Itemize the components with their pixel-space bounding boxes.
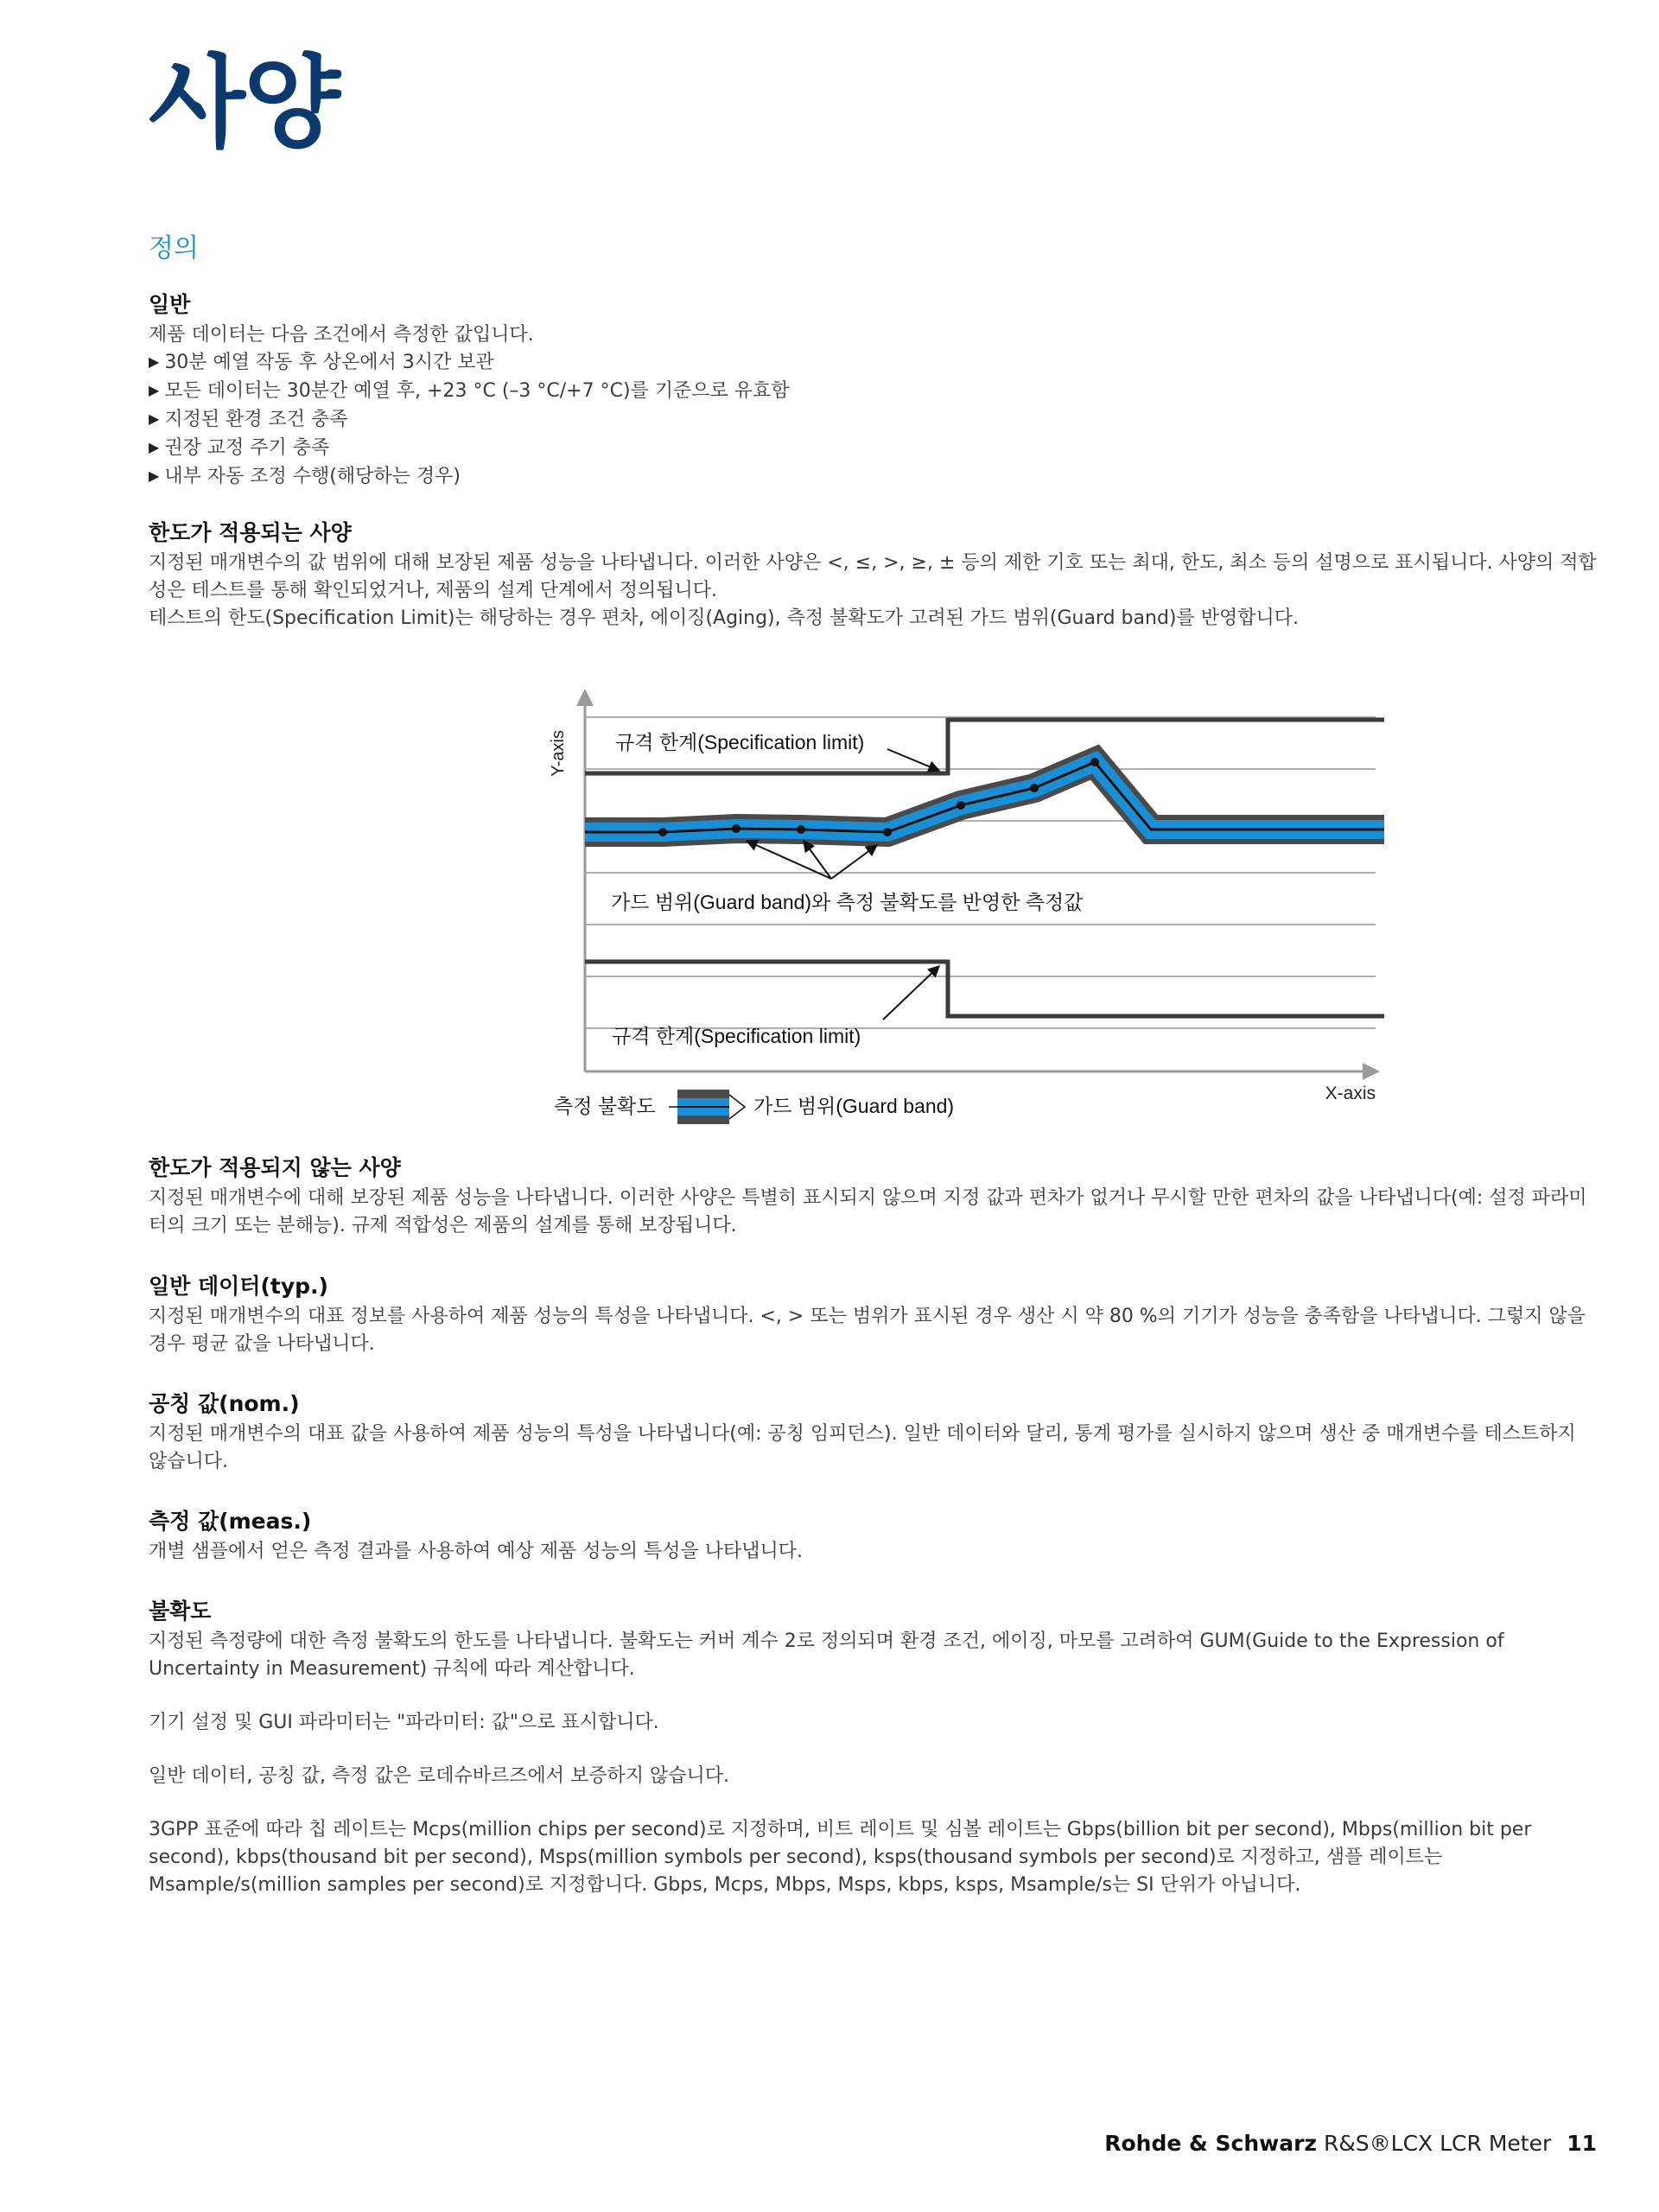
typical-paragraph: 지정된 매개변수의 대표 정보를 사용하여 제품 성능의 특성을 나타냅니다. <, > 또는 범위가 표시된 경우 생산 시 약 80 %의 기기가 성능을 충족함을 나타냅니다. 그렇지 않을 경우 평균 값을 나타냅니다.: [149, 1306, 1586, 1355]
limited-spec-block: [149, 518, 1600, 632]
unlimited-spec-block: [149, 1154, 1600, 1240]
uncertainty-paragraph-2: 기기 설정 및 GUI 파라미터는 "파라미터: 값"으로 표시합니다.: [149, 1712, 659, 1733]
bullet-item: ▶ 30분 예열 작동 후 상온에서 3시간 보관: [149, 349, 1600, 378]
general-intro: 제품 데이터는 다음 조건에서 측정한 값입니다.: [149, 324, 534, 346]
legend-guard-label: 가드 범위(Guard band): [753, 1095, 955, 1117]
page-title: 사양: [149, 45, 340, 162]
page-footer: [1104, 2131, 1597, 2156]
uncertainty-paragraph-1: 지정된 측정량에 대한 측정 불확도의 한도를 나타냅니다. 불확도는 커버 계수 2로 정의되며 환경 조건, 에이징, 마모를 고려하여 GUM(Guide to the Expression of Uncertainty in Measurement) 규칙에 따라 계산합니다.: [149, 1630, 1504, 1680]
general-block: [149, 290, 1600, 492]
section-heading: 정의: [149, 233, 199, 264]
uncertainty-paragraph-3: 일반 데이터, 공칭 값, 측정 값은 로데슈바르즈에서 보증하지 않습니다.: [149, 1765, 729, 1787]
x-axis-label: X-axis: [1325, 1084, 1376, 1103]
x-axis-arrow: [1363, 1063, 1380, 1080]
measured-paragraph: 개별 샘플에서 얻은 측정 결과를 사용하여 예상 제품 성능의 특성을 나타냅니다.: [149, 1541, 803, 1562]
lower-limit-pointer: [883, 966, 939, 1020]
measured-value-label: 가드 범위(Guard band)와 측정 불확도를 반영한 측정값: [611, 891, 1084, 913]
bullet-item: ▶ 지정된 환경 조건 충족: [149, 406, 1600, 435]
nominal-value-block: [149, 1389, 1600, 1476]
typical-heading: 일반 데이터(typ.): [149, 1274, 328, 1299]
uncertainty-paragraph-4: 3GPP 표준에 따라 칩 레이트는 Mcps(million chips per second)로 지정하며, 비트 레이트 및 심볼 레이트는 Gbps(billion bit per second), Mbps(million bit per second), kbps(thousand bit per second), Msps(million symbols per second), ksps(thousand symbols per second)로 지정하고, 샘플 레이트는 Msample/s(million samples per second)로 지정합니다. Gbps, Mcps, Mbps, Msps, kbps, ksps, Msample/s는 SI 단위가 아닙니다.: [149, 1819, 1532, 1896]
unlimited-heading: 한도가 적용되지 않는 사양: [149, 1155, 401, 1180]
uncertainty-heading: 불확도: [149, 1599, 212, 1624]
y-axis-label: Y-axis: [549, 730, 568, 777]
measured-heading: 측정 값(meas.): [149, 1509, 312, 1534]
nominal-heading: 공칭 값(nom.): [149, 1391, 300, 1416]
y-axis-arrow: [576, 689, 594, 706]
lower-limit-label: 규격 한계(Specification limit): [612, 1025, 861, 1047]
upper-limit-pointer: [887, 749, 939, 771]
measured-value-block: [149, 1507, 1600, 1566]
bullet-item: ▶ 권장 교정 주기 충족: [149, 435, 1600, 463]
typical-data-block: [149, 1272, 1600, 1358]
lower-spec-limit-line: [585, 962, 1384, 1016]
bullet-item: ▶ 내부 자동 조정 수행(해당하는 경우): [149, 463, 1600, 492]
footer-product: R&S®LCX LCR Meter: [1323, 2131, 1552, 2156]
general-heading: 일반: [149, 292, 191, 317]
upper-limit-label: 규격 한계(Specification limit): [615, 731, 865, 753]
legend-right-connector: [729, 1095, 745, 1119]
limited-paragraph-2: 테스트의 한도(Specification Limit)는 해당하는 경우 편차, 에이징(Aging), 측정 불확도가 고려된 가드 범위(Guard band)를 반영합니다.: [149, 607, 1299, 629]
uncertainty-block: [149, 1597, 1600, 1899]
general-bullet-list: [149, 349, 1600, 492]
guard-band-diagram: [546, 687, 1402, 1136]
limited-paragraph-1: 지정된 매개변수의 값 범위에 대해 보장된 제품 성능을 나타냅니다. 이러한 사양은 <, ≤, >, ≥, ± 등의 제한 기호 또는 최대, 한도, 최소 등의 설명으로 표시됩니다. 사양의 적합성은 테스트를 통해 확인되었거나, 제품의 설계 단계에서 정의됩니다.: [149, 552, 1597, 601]
grid-lines: [585, 717, 1376, 1028]
legend-uncertainty-label: 측정 불확도: [554, 1095, 656, 1117]
unlimited-paragraph: 지정된 매개변수에 대해 보장된 제품 성능을 나타냅니다. 이러한 사양은 특별히 표시되지 않으며 지정 값과 편차가 없거나 무시할 만한 편차의 값을 나타냅니다(예: 설정 파라미터의 크기 또는 분해능). 규제 적합성은 제품의 설계를 통해 보장됩니다.: [149, 1187, 1587, 1236]
limited-heading: 한도가 적용되는 사양: [149, 520, 352, 545]
bullet-item: ▶ 모든 데이터는 30분간 예열 후, +23 °C (–3 °C/+7 °C)를 기준으로 유효함: [149, 378, 1600, 406]
footer-brand: Rohde & Schwarz: [1104, 2131, 1317, 2156]
footer-page-number: 11: [1567, 2131, 1597, 2156]
nominal-paragraph: 지정된 매개변수의 대표 값을 사용하여 제품 성능의 특성을 나타냅니다(예: 공칭 임피던스). 일반 데이터와 달리, 통계 평가를 실시하지 않으며 생산 중 매개변수를 테스트하지 않습니다.: [149, 1423, 1576, 1472]
